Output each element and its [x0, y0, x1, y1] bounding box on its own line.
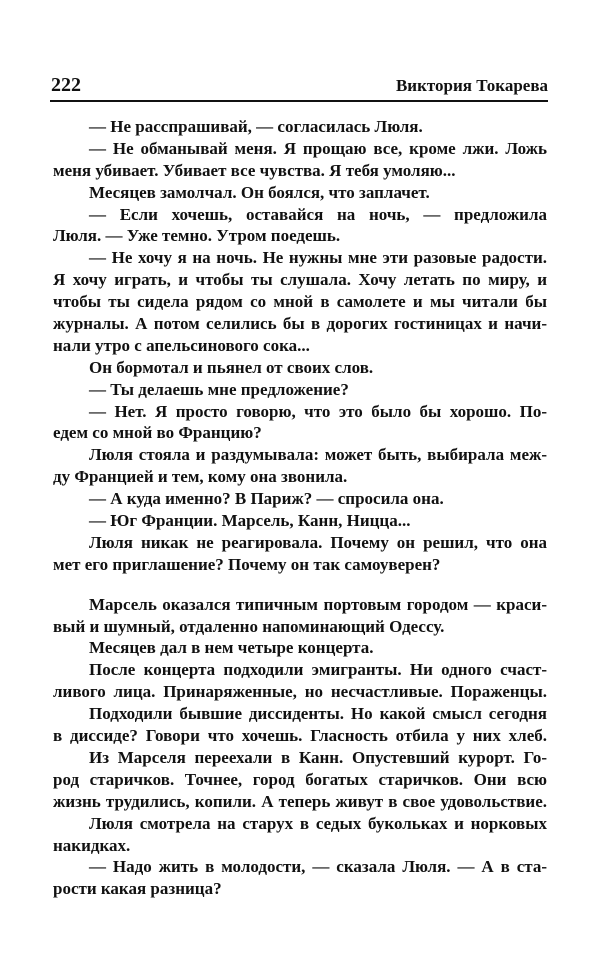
text-line: — Юг Франции. Марсель, Канн, Ницца...	[89, 511, 411, 531]
text-line: рости какая разница?	[53, 879, 222, 899]
text-line: Марсель оказался типичным портовым городом — краси-	[89, 594, 547, 614]
text-line: жизнь трудились, копили. А теперь живут в свое удовольствие.	[53, 791, 547, 811]
text-line: Он бормотал и пьянел от своих слов.	[89, 357, 374, 377]
text-line: — Не обманывай меня. Я прощаю все, кроме лжи. Ложь	[89, 138, 547, 158]
text-line: Люля. — Уже темно. Утром поедешь.	[53, 226, 341, 246]
running-header	[51, 74, 548, 100]
text-line: род старичков. Точнее, город богатых старичков. Они всю	[53, 769, 547, 789]
text-line: ливого лица. Принаряженные, но несчастливые. Пораженцы.	[53, 682, 547, 702]
text-line: накидках.	[53, 835, 131, 855]
text-line: — Не хочу я на ночь. Не нужны мне эти разовые радости.	[89, 248, 547, 268]
text-line: Люля стояла и раздумывала: может быть, выбирала меж-	[89, 445, 547, 465]
text-line: Я хочу играть, и чтобы ты слушала. Хочу летать по миру, и	[53, 270, 547, 290]
text-line: После концерта подходили эмигранты. Ни одного счаст-	[89, 660, 547, 680]
author-name: Виктория Токарева	[395, 76, 548, 95]
text-line: журналы. А потом селились бы в дорогих гостиницах и начи-	[53, 314, 547, 334]
page-body	[53, 116, 547, 900]
text-line: Месяцев замолчал. Он боялся, что заплачет.	[89, 182, 430, 202]
text-line: мет его приглашение? Почему он так самоуверен?	[53, 554, 441, 574]
text-line: Месяцев дал в нем четыре концерта.	[89, 638, 374, 658]
text-line: меня убивает. Убивает все чувства. Я тебя умоляю...	[53, 160, 456, 180]
text-line: Из Марселя переехали в Канн. Опустевший курорт. Го-	[89, 747, 547, 767]
text-line: нали утро с апельсинового сока...	[53, 335, 310, 355]
text-line: — Не расспрашивай, — согласилась Люля.	[89, 117, 423, 136]
text-line: — А куда именно? В Париж? — спросила она.	[89, 489, 444, 509]
text-line: Люля никак не реагировала. Почему он решил, что она	[89, 532, 547, 552]
text-line: — Ты делаешь мне предложение?	[89, 379, 349, 399]
text-line: едем со мной во Францию?	[53, 423, 262, 443]
page-number: 222	[51, 74, 81, 96]
text-line: — Нет. Я просто говорю, что это было бы хорошо. По-	[89, 401, 547, 421]
text-line: вый и шумный, отдаленно напоминающий Одессу.	[53, 616, 445, 636]
header-rule	[50, 100, 548, 102]
text-line: в диссиде? Говори что хочешь. Гласность отбила у них хлеб.	[53, 726, 547, 746]
text-line: чтобы ты сидела рядом со мной в самолете и мы читали бы	[53, 292, 547, 312]
text-line: — Если хочешь, оставайся на ночь, — предложила	[89, 204, 547, 224]
text-line: ду Францией и тем, кому она звонила.	[53, 467, 348, 487]
text-line: Люля смотрела на старух в седых букольках и норковых	[89, 813, 547, 833]
text-line: Подходили бывшие диссиденты. Но какой смысл сегодня	[89, 704, 547, 724]
section-break	[53, 576, 547, 594]
text-line: — Надо жить в молодости, — сказала Люля. — А в ста-	[89, 857, 547, 877]
